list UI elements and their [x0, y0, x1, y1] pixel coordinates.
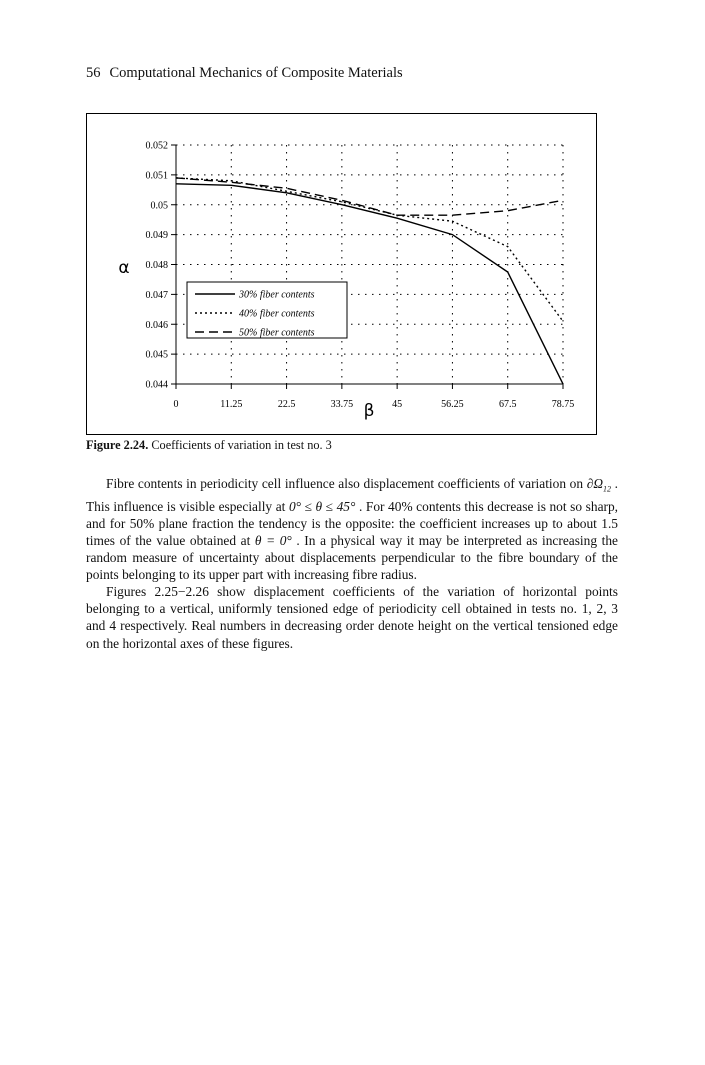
x-tick-label: 56.25: [441, 399, 464, 410]
text-run: . For 40% contents this decrease is not so sharp, and for 50% plane fraction the tendency is the opposite: the coefficient increases up to about 1.5 times of the value obtained at: [86, 498, 619, 548]
x-tick-label: 22.5: [277, 399, 296, 410]
text-run: . This influence is visible especially at: [86, 476, 619, 514]
legend-label-1: 30% fiber contents: [239, 289, 315, 301]
page-header: [86, 65, 403, 82]
y-axis-title: α: [118, 258, 130, 278]
paragraph: Figures 2.25−2.26 show displacement coefficients of the variation of horizontal points belonging to a vertical, uniformly tensioned edge of periodicity cell obtained in tests no. 1, 2, 3 and 4 respectively. Real numbers in decreasing order denote height on the vertical tensioned edge on the horizontal axes of these figures.: [86, 584, 618, 651]
x-tick-label: 78.75: [551, 399, 575, 410]
y-tick-label: 0.05: [150, 200, 168, 212]
math-subscript: 12: [603, 484, 612, 494]
x-tick-label: 0: [173, 399, 179, 410]
y-tick-label: 0.044: [145, 379, 168, 391]
y-tick-label: 0.045: [145, 349, 168, 361]
line-chart: [87, 114, 596, 434]
figure-label: Figure 2.24.: [86, 438, 149, 452]
page-number: 56: [86, 65, 101, 81]
running-title: Computational Mechanics of Composite Materials: [109, 65, 403, 81]
y-tick-label: 0.046: [145, 319, 168, 331]
x-tick-label: 67.5: [498, 399, 517, 410]
x-axis-title: β: [363, 401, 375, 421]
legend-label-3: 50% fiber contents: [239, 327, 315, 339]
y-tick-label: 0.051: [145, 170, 168, 182]
math-symbol: ∂Ω: [586, 476, 604, 491]
figure-caption: [86, 438, 332, 453]
y-tick-label: 0.052: [145, 140, 168, 152]
math-boundary: [586, 476, 612, 494]
x-tick-label: 11.25: [220, 399, 243, 410]
paragraph: [86, 475, 618, 583]
math-equation: θ = 0°: [254, 532, 292, 548]
text-run: . In a physical way it may be interpreted as increasing the random measure of uncertainty about displacements perpendicular to the fibre boundary of the points belonging to its upper part with increasing fibre radius.: [86, 532, 618, 583]
x-tick-label: 33.75: [330, 399, 354, 410]
figure-frame: [86, 113, 597, 435]
x-tick-label: 45: [392, 399, 403, 410]
y-tick-label: 0.047: [145, 289, 168, 301]
legend-label-2: 40% fiber contents: [239, 308, 315, 320]
y-tick-label: 0.048: [145, 260, 168, 271]
body-text: [86, 475, 618, 652]
text-run: Fibre contents in periodicity cell influence also displacement coefficients of variation on: [106, 476, 587, 491]
y-tick-label: 0.049: [145, 230, 168, 242]
math-inequality: 0° ≤ θ ≤ 45°: [288, 498, 356, 514]
series-line-3: [176, 178, 563, 215]
figure-caption-text: Coefficients of variation in test no. 3: [148, 438, 332, 452]
